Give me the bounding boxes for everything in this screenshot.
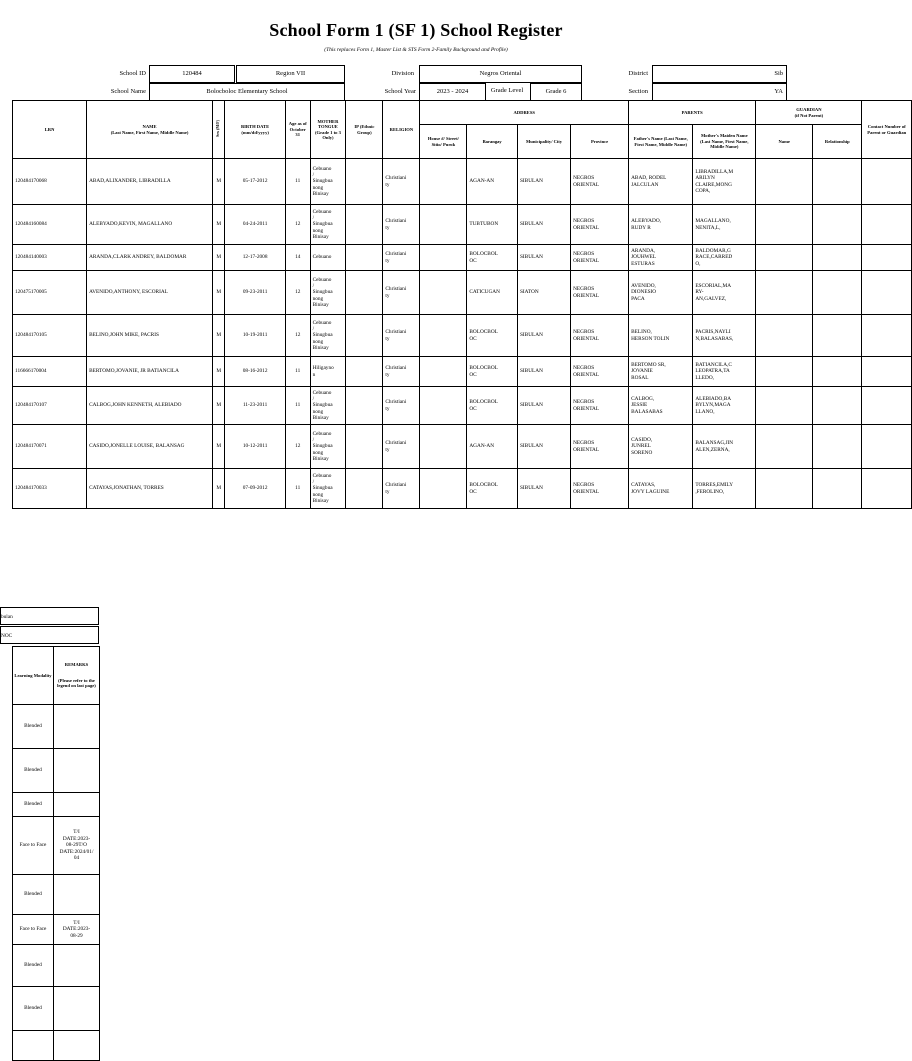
cell-province: NEGROS ORIENTAL [571,159,629,205]
cell-age: 14 [285,245,310,271]
cell-g-name [756,159,813,205]
cell-birth: 09-23-2011 [225,271,286,315]
cell-sex: M [213,159,225,205]
cell-ip [346,387,383,425]
cell-g-name [756,425,813,469]
cell-religion: Christiani ty [383,205,420,245]
cell-barangay: BOLOCBOL OC [467,357,518,387]
cell-mt: Cebuano / Sinugbua nong Binisay [310,425,346,469]
form-title: School Form 1 (SF 1) School Register [269,20,563,40]
cell-age: 11 [285,357,310,387]
cell-g-name [756,245,813,271]
cell-lrn: 120484170033 [13,469,87,509]
grade-level-value: Grade 6 [530,83,582,101]
cell-g-rel [813,205,862,245]
cell-religion: Christiani ty [383,357,420,387]
cell-g-rel [813,387,862,425]
col-religion: RELIGION [383,101,420,159]
cell-mt: Cebuano / Sinugbua nong Binisay [310,469,346,509]
cell-father: ABAD, RODEL JALCULAN [629,159,693,205]
cell-name: ARANDA,CLARK ANDREY, BALDOMAR [87,245,213,271]
cell-municipality: SIBULAN [517,387,570,425]
remarks-row [13,817,100,875]
cell-province: NEGROS ORIENTAL [571,469,629,509]
cell-lrn: 116666170004 [13,357,87,387]
cell-father: BERTOMO SR, JOVANIE ROSAL [629,357,693,387]
cell-contact [862,159,912,205]
col-father: Father's Name (Last Name, First Name, Middle Name) [629,125,693,159]
remarks-row [13,915,100,945]
table-row [13,357,912,387]
remarks-row [13,1031,100,1061]
cell-barangay: AGAN-AN [467,159,518,205]
cell-contact [862,469,912,509]
cell-house [420,205,467,245]
cell-name: ABAD,ALIXANDER, LIBRADILLA [87,159,213,205]
cell-age: 11 [285,159,310,205]
division-label: Division [391,70,414,77]
col-sex [213,101,225,159]
school-name-value: Bolocboloc Elementary School [149,83,345,101]
table-row [13,205,912,245]
cell-mother: MAGALLANO, NENITA,L, [693,205,756,245]
cell-lrn: 120484170107 [13,387,87,425]
section-label: Section [628,88,648,95]
cell-barangay: BOLOCBOL OC [467,245,518,271]
col-municipality: Municipality/ City [517,125,570,159]
cell-name: BELINO,JOHN MIKE, PACRIS [87,315,213,357]
cell-mother: ALEBIADO,BA BYLYN,MAGA LLANO, [693,387,756,425]
cell-contact [862,245,912,271]
cell-province: NEGROS ORIENTAL [571,205,629,245]
school-name-label: School Name [110,88,146,95]
table-row [13,271,912,315]
cell-modality: Blended [13,749,54,793]
cell-house [420,425,467,469]
col-house: House #/ Street/ Sitio/ Purok [420,125,467,159]
cell-remark [54,1031,100,1061]
cell-barangay: AGAN-AN [467,425,518,469]
col-mother: Mother's Maiden Name (Last Name, First Name, Middle Name) [693,125,756,159]
cell-municipality: SIBULAN [517,315,570,357]
remarks-row [13,875,100,915]
cell-sex: M [213,387,225,425]
remarks-row [13,793,100,817]
col-mother-tongue: MOTHER TONGUE (Grade 1 to 3 Only) [310,101,346,159]
cell-mt: Cebuano [310,245,346,271]
cell-remark [54,945,100,987]
cell-mt: Cebuano / Sinugbua nong Binisay [310,159,346,205]
cell-birth: 04-24-2011 [225,205,286,245]
col-barangay: Barangay [467,125,518,159]
cell-g-name [756,357,813,387]
cell-father: CASIDO, JUNREL SORENO [629,425,693,469]
district-value: Sib [652,65,787,83]
table-row [13,159,912,205]
cell-religion: Christiani ty [383,387,420,425]
school-year-label: School Year [384,88,416,95]
cell-name: ALEBYADO,KEVIN, MAGALLANO [87,205,213,245]
cell-contact [862,271,912,315]
cell-remark [54,875,100,915]
cell-ip [346,271,383,315]
col-sex-label: Sex (M/F) [215,120,221,138]
cell-mother: BATIANCILA,C LEOPATRA,TA LLEDO, [693,357,756,387]
cell-lrn: 120484160084 [13,205,87,245]
cell-barangay: CATICUGAN [467,271,518,315]
table-row [13,245,912,271]
cell-g-name [756,271,813,315]
cell-age: 11 [285,469,310,509]
cell-province: NEGROS ORIENTAL [571,271,629,315]
cell-lrn: 120484170105 [13,315,87,357]
remarks-row [13,945,100,987]
cell-remark [54,793,100,817]
cell-age: 11 [285,387,310,425]
cell-mother: BALANSAG,JIN ALEN,ZERNA, [693,425,756,469]
cell-province: NEGROS ORIENTAL [571,357,629,387]
cell-father: CATAYAS, JOVY LAGUINE [629,469,693,509]
cell-sex: M [213,469,225,509]
cell-mother: LIBRADILLA,M ARILYN CLAIRE,MONG COPA, [693,159,756,205]
cell-religion: Christiani ty [383,315,420,357]
cell-mother: PACRIS,NAYLI N,BALASABAS, [693,315,756,357]
cell-mt: Cebuano / Sinugbua nong Binisay [310,387,346,425]
remarks-row [13,705,100,749]
cell-name: AVENIDO,ANTHONY, ESCORIAL [87,271,213,315]
cell-ip [346,357,383,387]
cell-house [420,357,467,387]
cell-barangay: BOLOCBOL OC [467,387,518,425]
cell-municipality: SIBULAN [517,159,570,205]
cell-g-name [756,205,813,245]
col-guardian-name: Name [756,125,813,159]
table-row [13,387,912,425]
cell-birth: 08-16-2012 [225,357,286,387]
division-value: Negros Oriental [419,65,582,83]
remarks-panel-section: NOC [0,626,99,644]
cell-g-rel [813,357,862,387]
cell-province: NEGROS ORIENTAL [571,315,629,357]
cell-modality: Blended [13,793,54,817]
cell-sex: M [213,357,225,387]
cell-age: 12 [285,205,310,245]
cell-province: NEGROS ORIENTAL [571,425,629,469]
cell-ip [346,469,383,509]
col-remarks [54,647,100,705]
school-year-value: 2023 - 2024 [419,83,486,101]
cell-name: CASIDO,JONELLE LOUISE, BALANSAG [87,425,213,469]
form-subtitle: (This replaces Form 1, Master List & STS Form 2-Family Background and Profile) [324,47,508,53]
cell-house [420,315,467,357]
cell-mother: ESCORIAL,MA RY- AN,GALVEZ, [693,271,756,315]
cell-ip [346,315,383,357]
cell-mt: Hiligayno n [310,357,346,387]
cell-age: 12 [285,425,310,469]
cell-g-rel [813,315,862,357]
cell-house [420,245,467,271]
cell-birth: 10-12-2011 [225,425,286,469]
cell-sex: M [213,425,225,469]
cell-remark: T/I DATE:2023- 08-29 [54,915,100,945]
grade-level-label: Grade Level [490,87,524,94]
col-name: NAME (Last Name, First Name, Middle Name) [87,101,213,159]
cell-sex: M [213,245,225,271]
col-ip: IP (Ethnic Group) [346,101,383,159]
cell-g-rel [813,159,862,205]
cell-name: BERTOMO,JOVANIE, JR BATIANCILA [87,357,213,387]
cell-modality: Blended [13,875,54,915]
cell-contact [862,387,912,425]
col-remarks-title: REMARKS [64,661,89,667]
cell-modality: Blended [13,945,54,987]
cell-sex: M [213,205,225,245]
cell-province: NEGROS ORIENTAL [571,387,629,425]
school-id-value: 120484 [149,65,235,83]
cell-municipality: SIBULAN [517,469,570,509]
region-value: Region VII [236,65,345,83]
cell-g-name [756,315,813,357]
cell-modality [13,1031,54,1061]
cell-birth: 07-09-2012 [225,469,286,509]
cell-contact [862,315,912,357]
col-province: Province [571,125,629,159]
cell-modality: Face to Face [13,817,54,875]
cell-g-name [756,469,813,509]
cell-religion: Christiani ty [383,245,420,271]
cell-ip [346,159,383,205]
district-label: District [628,70,648,77]
cell-father: CALBOG, JESSIE BALASABAS [629,387,693,425]
cell-province: NEGROS ORIENTAL [571,245,629,271]
register-table [12,100,912,509]
remarks-panel-district: bulan [0,607,99,625]
remarks-row [13,749,100,793]
remarks-row [13,987,100,1031]
school-id-label: School ID [119,70,146,77]
cell-remark: T/I DATE:2023- 08-29T/O DATE:2024/01/ 04 [54,817,100,875]
cell-house [420,159,467,205]
cell-father: ALEBYADO, RUDY R [629,205,693,245]
col-guardian-relationship: Relationship [813,125,862,159]
cell-contact [862,425,912,469]
cell-sex: M [213,271,225,315]
cell-age: 12 [285,271,310,315]
cell-name: CALBOG,JOHN KENNETH, ALEBIADO [87,387,213,425]
cell-modality: Blended [13,987,54,1031]
cell-name: CATAYAS,JONATHAN, TORRES [87,469,213,509]
cell-modality: Face to Face [13,915,54,945]
cell-ip [346,425,383,469]
cell-religion: Christiani ty [383,469,420,509]
cell-barangay: BOLOCBOL OC [467,315,518,357]
cell-barangay: BOLOCBOL OC [467,469,518,509]
cell-religion: Christiani ty [383,425,420,469]
cell-contact [862,205,912,245]
cell-remark [54,749,100,793]
cell-g-name [756,387,813,425]
cell-remark [54,987,100,1031]
cell-municipality: SIBULAN [517,425,570,469]
table-row [13,315,912,357]
cell-mt: Cebuano / Sinugbua nong Binisay [310,271,346,315]
cell-ip [346,205,383,245]
col-guardian-group: GUARDIAN (if Not Parent) [756,101,862,125]
cell-mt: Cebuano / Sinugbua nong Binisay [310,205,346,245]
cell-father: AVENIDO, DIONESIO PACA [629,271,693,315]
cell-g-rel [813,469,862,509]
cell-lrn: 120475170005 [13,271,87,315]
col-lrn: LRN [13,101,87,159]
header-row-1 [0,65,783,83]
cell-g-rel [813,245,862,271]
section-value: YA [652,83,787,101]
cell-birth: 10-19-2011 [225,315,286,357]
cell-birth: 12-17-2008 [225,245,286,271]
cell-municipality: SIBULAN [517,245,570,271]
table-row [13,469,912,509]
cell-father: BELINO, HERSON TOLIN [629,315,693,357]
col-age: Age as of October 31 [285,101,310,159]
cell-contact [862,357,912,387]
cell-mother: BALDOMAR,G RACE,CARRED O, [693,245,756,271]
col-learning-modality: Learning Modality [13,647,54,705]
cell-barangay: TUBTUBON [467,205,518,245]
cell-father: ARANDA, JOUHWEL ESTURAS [629,245,693,271]
col-contact: Contact Number of Parent or Guardian [862,101,912,159]
cell-municipality: SIBULAN [517,357,570,387]
cell-house [420,387,467,425]
cell-modality: Blended [13,705,54,749]
cell-house [420,271,467,315]
col-remarks-sub: (Please refer to the legend on last page) [57,677,96,689]
cell-house [420,469,467,509]
cell-remark [54,705,100,749]
col-parents-group: PARENTS [629,101,756,125]
cell-mt: Cebuano / Sinugbua nong Binisay [310,315,346,357]
col-address-group: ADDRESS [420,101,629,125]
cell-lrn: 120484170068 [13,159,87,205]
cell-birth: 11-23-2011 [225,387,286,425]
cell-g-rel [813,425,862,469]
remarks-table [12,646,100,1061]
cell-ip [346,245,383,271]
cell-sex: M [213,315,225,357]
cell-municipality: SIATON [517,271,570,315]
header-row-2 [0,83,783,101]
cell-lrn: 120484140003 [13,245,87,271]
col-birth-date: BIRTH DATE (mm/dd/yyyy) [225,101,286,159]
cell-lrn: 120484170071 [13,425,87,469]
cell-age: 12 [285,315,310,357]
cell-religion: Christiani ty [383,159,420,205]
cell-mother: TORRES,EMILY ,FEROLINO, [693,469,756,509]
table-row [13,425,912,469]
cell-g-rel [813,271,862,315]
cell-religion: Christiani ty [383,271,420,315]
cell-municipality: SIBULAN [517,205,570,245]
cell-birth: 05-17-2012 [225,159,286,205]
